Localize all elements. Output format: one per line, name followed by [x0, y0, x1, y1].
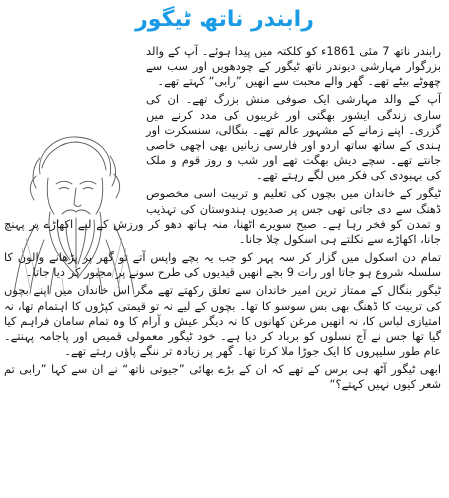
article-body [4, 44, 441, 395]
paragraph-5: ٹیگور بنگال کے ممتاز ترین امیر خاندان سے تعلق رکھتے تھے مگر اس خاندان میں اپنے بچوں کی تربیت کا ڈھنگ بھی بس سوسو کا تھا۔ بچوں کے لیے نہ تو قیمتی کپڑوں کا اہتمام تھا، نہ امتیازی لباس کا، نہ انھیں مرغن کھانوں کا نہ دیگر عیش و آرام کا وہ تمام سامان فراہم کیا گیا تھا جس نے آج نسلوں کو برباد کر دیا ہے۔ خود ٹیگور معمولی قمیص اور پاجامہ پہنتے۔ عام طور سلیپروں کا ایک جوڑا ملا کرتا تھا۔ گھر پر زیادہ تر ننگے پاؤں رہتے تھے۔ [4, 283, 441, 358]
paragraph-2: آپ کے والد مہارشی ایک صوفی منش بزرگ تھے۔ ان کی ساری زندگی ایشور بھگتی اور غریبوں کی مدد کرنے میں گزری۔ اپنے زمانے کے مشہور عالم تھے۔ بنگالی، سنسکرت اور ہندی کے ساتھ ساتھ اردو اور فارسی زبانیں بھی اچھی خاصی جانتے تھے۔ سچے دیش بھگت تھے اور شب و روز قوم و ملک کی بہبودی کی فکر میں لگے رہتے تھے۔ [146, 92, 441, 183]
paragraph-1: رابندر ناتھ 7 مئی 1861ء کو کلکتہ میں پیدا ہوئے۔ آپ کے والد بزرگوار مہارشی دیوندر ناتھ ٹیگور کے چودھویں اور سب سے چھوٹے بیٹے تھے۔ گھر والے محبت سے انھیں ”رابی“ کہتے تھے۔ [146, 44, 441, 89]
paragraph-6: ابھی ٹیگور آٹھ ہی برس کے تھے کہ ان کے بڑے بھائی ”جیوتی ناتھ“ نے ان سے کہا ”رابی تم شعر کیوں نہیں کہتے؟“ [4, 362, 441, 392]
paragraph-4: تمام دن اسکول میں گزار کر سہ پہر کو جب یہ بچے واپس آتے تو گھر پر پڑھانے والوں کا سلسلہ شروع ہو جاتا اور رات 9 بجے انھیں قیدیوں کی طرح سونے پر مجبور کر دیا جاتا۔ [4, 250, 441, 280]
portrait-wrap-spacer [4, 44, 146, 216]
article-title: رابندر ناتھ ٹیگور [135, 7, 314, 32]
paragraph-3: ٹیگور کے خاندان میں بچوں کی تعلیم و تربیت اسی مخصوص ڈھنگ سے دی جاتی تھی جس پر صدیوں ہندوستان کی تہذیب و تمدن کو فخر رہا ہے۔ صبح سویرے اٹھنا، منہ ہاتھ دھو کر ورزش کے لیے اکھاڑے پر پہنچ جانا، اکھاڑے سے نکلتے ہی اسکول چلا جانا۔ [4, 186, 441, 246]
